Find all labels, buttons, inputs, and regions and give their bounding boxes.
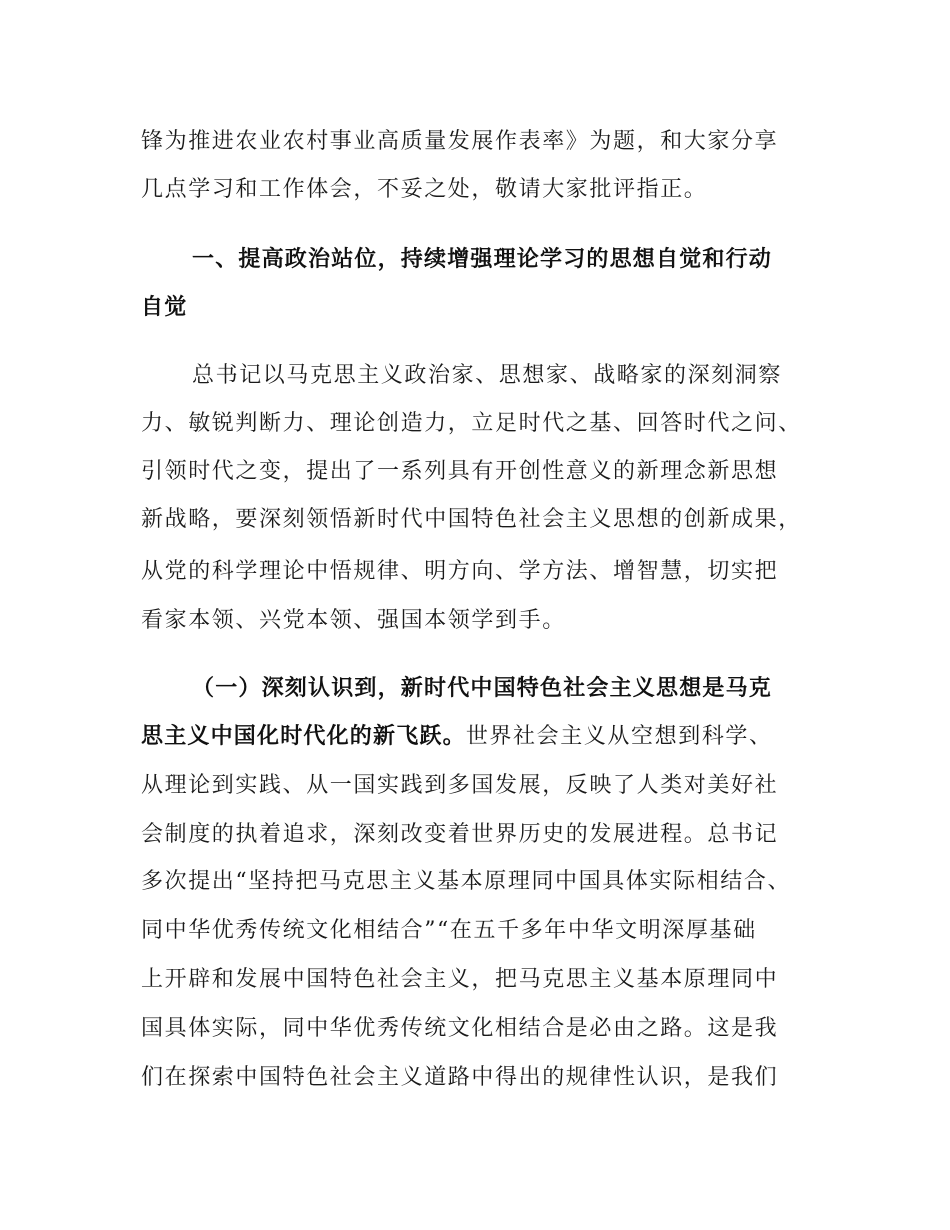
paragraph-line: 看家本领、兴党本领、强国本领学到手。 xyxy=(141,608,566,633)
section-heading-line-2: 自觉 xyxy=(141,295,188,320)
subsection-line-2-rest: 世界社会主义从空想到科学、 xyxy=(465,724,773,749)
subsection-line-2 xyxy=(141,717,821,757)
subsection-heading-line-1: （一）深刻认识到，新时代中国特色社会主义思想是马克 xyxy=(192,676,773,701)
intro-line-2: 几点学习和工作体会，不妥之处，敬请大家批评指正。 xyxy=(141,177,708,202)
subsection-line: 多次提出“坚持把马克思主义基本原理同中国具体实际相结合、 xyxy=(141,869,792,894)
subsection-line: 同中华优秀传统文化相结合”“在五千多年中华文明深厚基础 xyxy=(141,918,757,943)
subsection-line: 会制度的执着追求，深刻改变着世界历史的发展进程。总书记 xyxy=(141,822,779,847)
subsection-line: 们在探索中国特色社会主义道路中得出的规律性认识，是我们 xyxy=(141,1065,779,1090)
paragraph-line: 新战略，要深刻领悟新时代中国特色社会主义思想的创新成果， xyxy=(141,507,802,532)
subsection-line: 国具体实际，同中华优秀传统文化相结合是必由之路。这是我 xyxy=(141,1016,779,1041)
subsection-line: 上开辟和发展中国特色社会主义，把马克思主义基本原理同中 xyxy=(141,967,779,992)
paragraph-line: 总书记以马克思主义政治家、思想家、战略家的深刻洞察 xyxy=(192,363,783,388)
subsection-heading-line-2: 思主义中国化时代化的新飞跃。 xyxy=(141,724,466,749)
section-heading-line-1: 一、提高政治站位，持续增强理论学习的思想自觉和行动 xyxy=(192,247,773,272)
subsection-line: 从理论到实践、从一国实践到多国发展，反映了人类对美好社 xyxy=(141,773,779,798)
paragraph-line: 力、敏锐判断力、理论创造力，立足时代之基、回答时代之问、 xyxy=(141,411,802,436)
paragraph-line: 从党的科学理论中悟规律、明方向、学方法、增智慧，切实把 xyxy=(141,559,779,584)
intro-line-1: 锋为推进农业农村事业高质量发展作表率》为题，和大家分享 xyxy=(141,129,779,154)
paragraph-line: 引领时代之变，提出了一系列具有开创性意义的新理念新思想 xyxy=(141,459,779,484)
